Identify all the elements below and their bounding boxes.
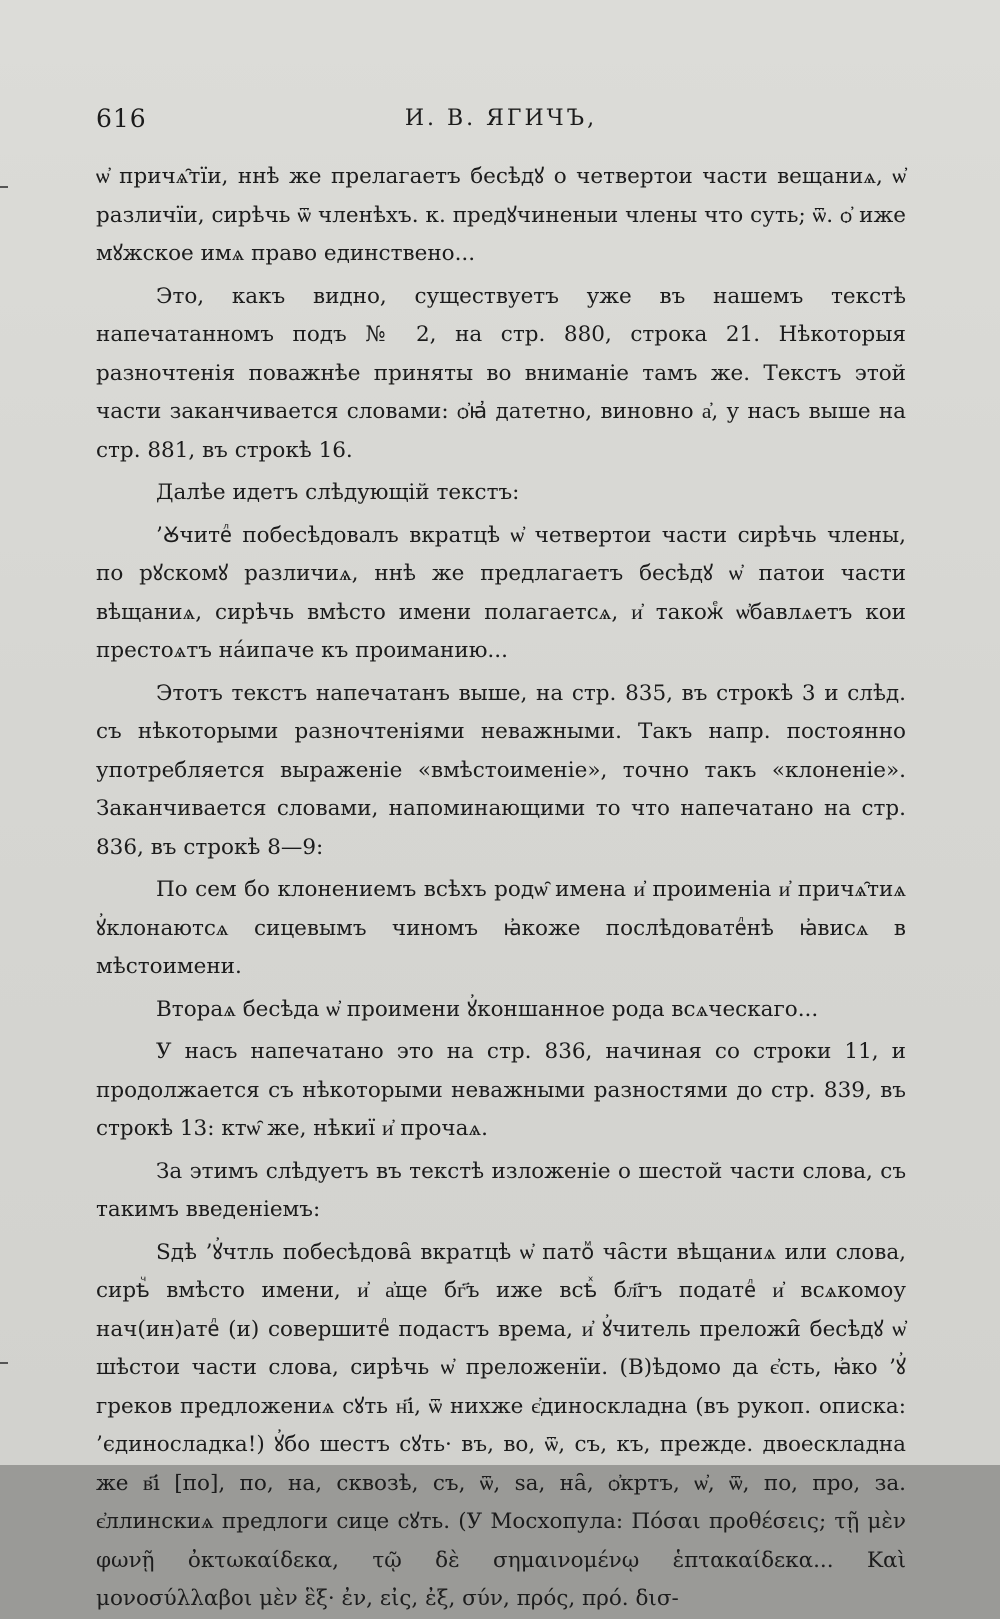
paragraph: У насъ напечатано это на стр. 836, начиная со строки 11, и продолжается съ нѣкоторыми неважными разностями до стр. 839, въ строкѣ 13: ктѡ̑ же, нѣкиї и҆ прочаѧ. xyxy=(96,1039,906,1141)
paragraph: ѡ҆ причѧ̑тїи, ннѣ же прелагаетъ бесѣдꙋ о четвертои части вещаниѧ, ѡ҆ различїи, сирѣчь ѿ членѣхъ. к. предꙋчиненыи члены что суть; ѿ. ѻ҆ иже мꙋжское имѧ право единствено... xyxy=(96,164,906,266)
paragraph: ’Ꙋчитеⷧ побесѣдовалъ вкратцѣ ѡ҆ четвертои части сирѣчь члены, по рꙋскомꙋ различиѧ, ннѣ же предлагаетъ бесѣдꙋ ѡ҆ патои части вѣщаниѧ, сирѣчь вмѣсто имени полагаетсѧ, и҆ такожⷷ ѡ҆бавлѧетъ кои престоѧтъ на́ипаче къ проиманию... xyxy=(96,522,906,663)
paragraph: За этимъ слѣдуетъ въ текстѣ изложеніе о шестой части слова, съ такимъ введеніемъ: xyxy=(96,1158,906,1222)
page-header xyxy=(96,104,906,144)
page-body xyxy=(96,158,906,1619)
paragraph: Это, какъ видно, существуетъ уже въ нашемъ текстѣ напечатанномъ подъ № 2, на стр. 880, строка 21. Нѣкоторыя разночтенія поважнѣе приняты во вниманіе тамъ же. Текстъ этой части заканчивается словами: ѻ҆ꙗ҆ датетно, виновно а҆, у насъ выше на стр. 881, въ строкѣ 16. xyxy=(96,283,906,463)
paragraph: Ѕдѣ ’ꙋ҆чтль побесѣдова̑ вкратцѣ ѡ҆ патоⷨ ча̑сти вѣщаниѧ или слова, сирѣⷱ вмѣсто имени, и҆ а҆ще бг҃ъ иже всѣⷯ бл҃гъ податеⷧ и҆ всѧкомоу нач(ин)атеⷧ (и) совершитеⷧ подастъ врема, и҆ ꙋ҆читель преложи̑ бесѣдꙋ ѡ҆ шѣстои части слова, сирѣчь ѡ҆ преложенїи. (В)ѣдомо да є҆сть, ꙗ҆ко ’ꙋ҆ греков предложениѧ сꙋть н҃і, ѿ нихже є҆диноскладна (въ рукоп. описка: ’єдиносладка!) ꙋ҆бо шестъ сꙋть· въ, во, ѿ, съ, къ, прежде. двоескладна же в҃і [по], по, на, сквозѣ, съ, ѿ, ѕа, на̑, ѻ҆кртъ, ѡ҆, ѿ, по, про, за. є҆ллинскиѧ предлоги сице сꙋть. (У Мосхопула: Πόσαι προθέσεις; τῇ μὲν φωνῇ ὀκτωκαίδεκα, τῷ δὲ σημαινομένῳ ἑπτακαίδεκα... Καὶ μονοσύλλαβοι μὲν ἓξ· ἐν, εἰς, ἐξ, σύν, πρός, πρό. δισ- xyxy=(96,1239,906,1611)
margin-mark xyxy=(0,186,8,188)
margin-mark xyxy=(0,1362,8,1364)
paragraph: Далѣе идетъ слѣдующій текстъ: xyxy=(156,480,520,505)
paragraph: Втораѧ бесѣда ѡ҆ проимени ꙋ҆коншанное рода всѧческаго... xyxy=(156,996,819,1022)
paragraph: По сем бо клонениемъ всѣхъ родѡ̑ имена и҆ проименіа и҆ причѧ̑тиѧ ꙋ҆клонаютсѧ сицевымъ чиномъ ꙗ҆коже послѣдоватеⷧнѣ ꙗ҆висѧ в мѣстоимени. xyxy=(96,877,906,979)
running-head: И. В. ЯГИЧЪ, xyxy=(404,106,598,131)
page-number: 616 xyxy=(96,104,147,133)
paragraph: Этотъ текстъ напечатанъ выше, на стр. 835, въ строкѣ 3 и слѣд. съ нѣкоторыми разночтеніями неважными. Такъ напр. постоянно употребляется выраженіе «вмѣстоименіе», точно такъ «клоненіе». Заканчивается словами, напоминающими то что напечатано на стр. 836, въ строкѣ 8—9: xyxy=(96,680,906,860)
